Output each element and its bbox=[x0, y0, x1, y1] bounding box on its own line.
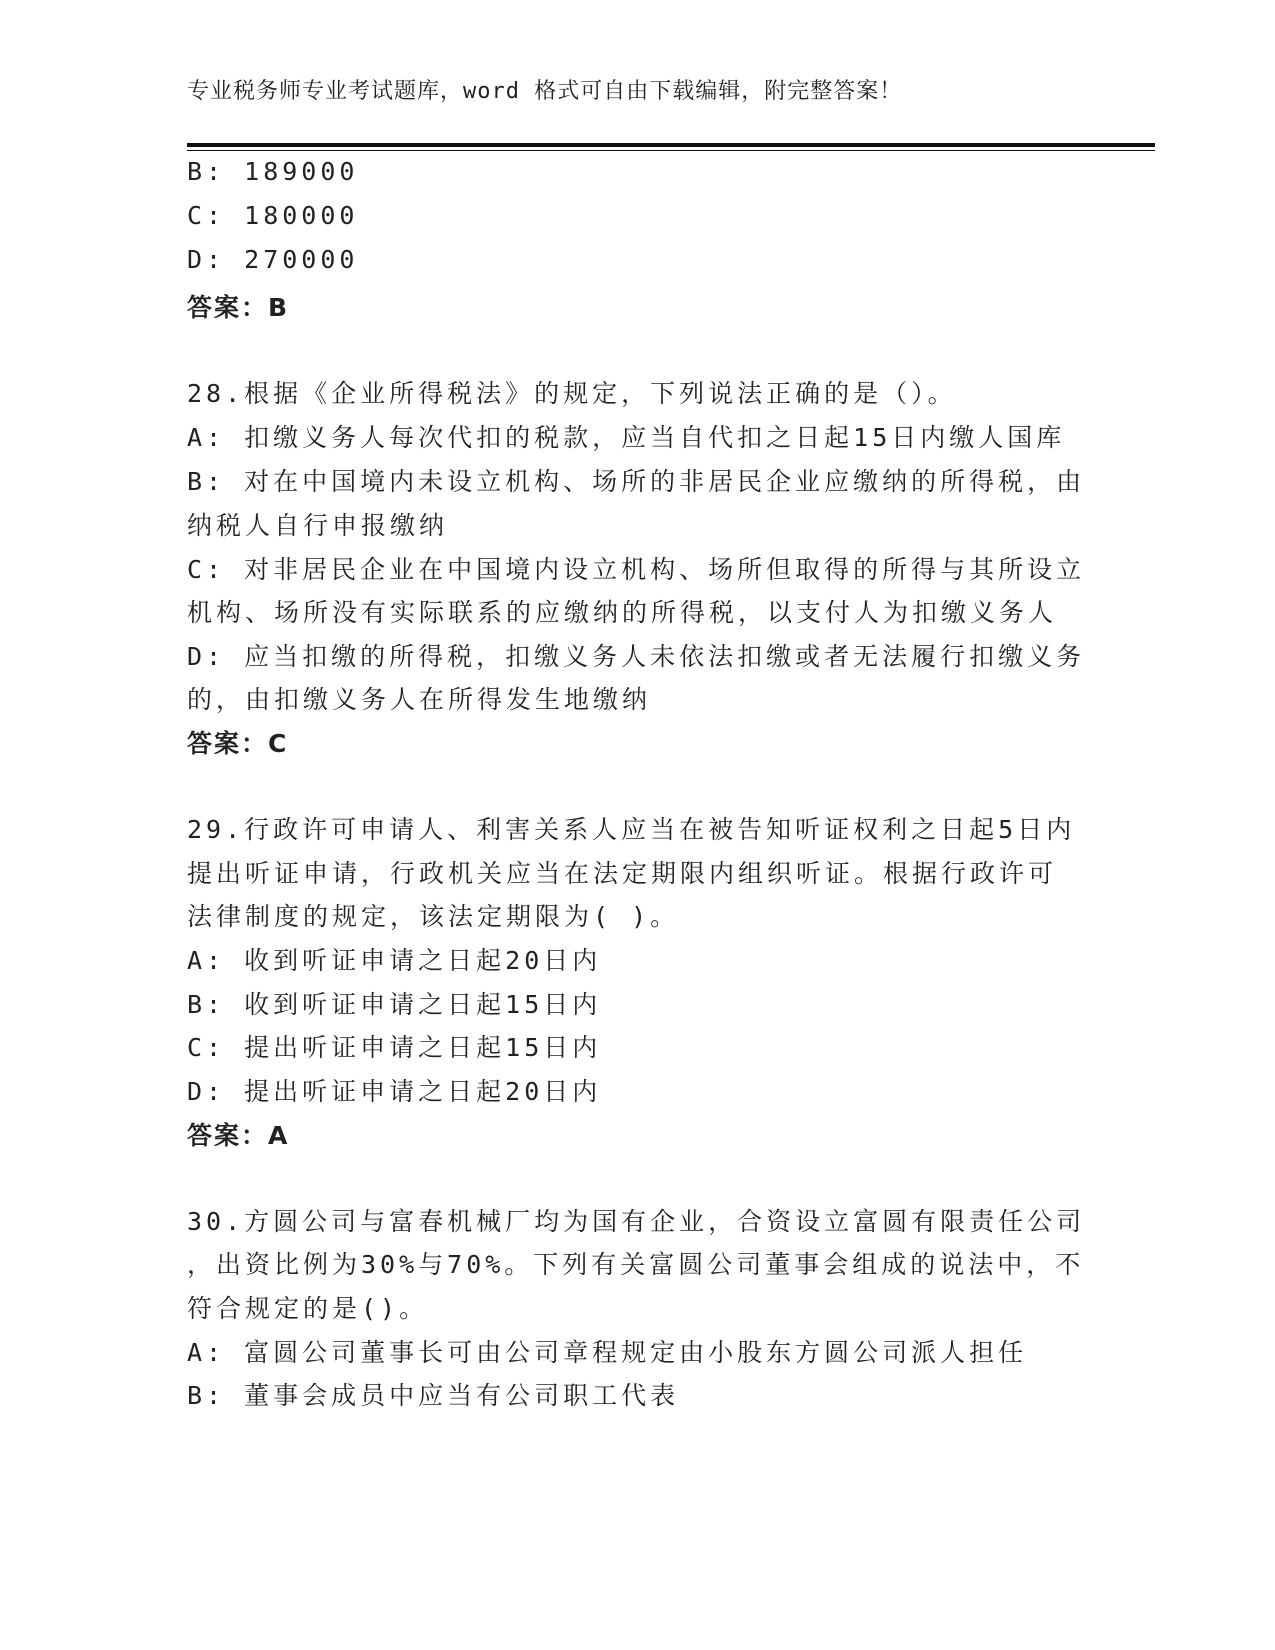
q29-option-d: D: 提出听证申请之日起20日内 bbox=[187, 1077, 602, 1106]
q30-stem-cont: 符合规定的是()。 bbox=[187, 1294, 429, 1323]
q28-option-d: D: 应当扣缴的所得税，扣缴义务人未依法扣缴或者无法履行扣缴义务 bbox=[187, 642, 1086, 671]
q28-option-a: A: 扣缴义务人每次代扣的税款，应当自代扣之日起15日内缴人国库 bbox=[187, 423, 1066, 452]
q30-stem-cont: ，出资比例为30%与70%。下列有关富圆公司董事会组成的说法中，不 bbox=[187, 1250, 1085, 1279]
q28-option-d-cont: 的，由扣缴义务人在所得发生地缴纳 bbox=[187, 685, 652, 714]
option-c-prev: C: 180000 bbox=[187, 201, 359, 230]
q29-option-c: C: 提出听证申请之日起15日内 bbox=[187, 1033, 602, 1062]
option-d-prev: D: 270000 bbox=[187, 245, 359, 274]
q29-stem-cont: 提出听证申请，行政机关应当在法定期限内组织听证。根据行政许可 bbox=[187, 859, 1058, 888]
q30-option-b: B: 董事会成员中应当有公司职工代表 bbox=[187, 1381, 680, 1410]
answer-prev: 答案：B bbox=[187, 293, 290, 322]
q28-option-b: B: 对在中国境内未设立机构、场所的非居民企业应缴纳的所得税，由 bbox=[187, 467, 1086, 496]
q30-option-a: A: 富圆公司董事长可由公司章程规定由小股东方圆公司派人担任 bbox=[187, 1338, 1028, 1367]
header-rule-thick bbox=[187, 143, 1155, 147]
page-header: 专业税务师专业考试题库，word 格式可自由下载编辑，附完整答案！ bbox=[187, 79, 903, 104]
q29-option-b: B: 收到听证申请之日起15日内 bbox=[187, 990, 602, 1019]
q28-stem: 28.根据《企业所得税法》的规定，下列说法正确的是（）。 bbox=[187, 379, 957, 408]
q29-stem: 29.行政许可申请人、利害关系人应当在被告知听证权利之日起5日内 bbox=[187, 815, 1076, 844]
q29-answer: 答案：A bbox=[187, 1121, 290, 1150]
q29-stem-cont: 法律制度的规定，该法定期限为( )。 bbox=[187, 902, 680, 931]
option-b-prev: B: 189000 bbox=[187, 157, 359, 186]
q28-option-c-cont: 机构、场所没有实际联系的应缴纳的所得税，以支付人为扣缴义务人 bbox=[187, 598, 1058, 627]
q28-option-c: C: 对非居民企业在中国境内设立机构、场所但取得的所得与其所设立 bbox=[187, 555, 1086, 584]
q28-option-b-cont: 纳税人自行申报缴纳 bbox=[187, 511, 449, 540]
header-rule-thin bbox=[187, 150, 1155, 151]
q29-option-a: A: 收到听证申请之日起20日内 bbox=[187, 946, 602, 975]
q30-stem: 30.方圆公司与富春机械厂均为国有企业，合资设立富圆有限责任公司 bbox=[187, 1207, 1086, 1236]
q28-answer: 答案：C bbox=[187, 729, 289, 758]
